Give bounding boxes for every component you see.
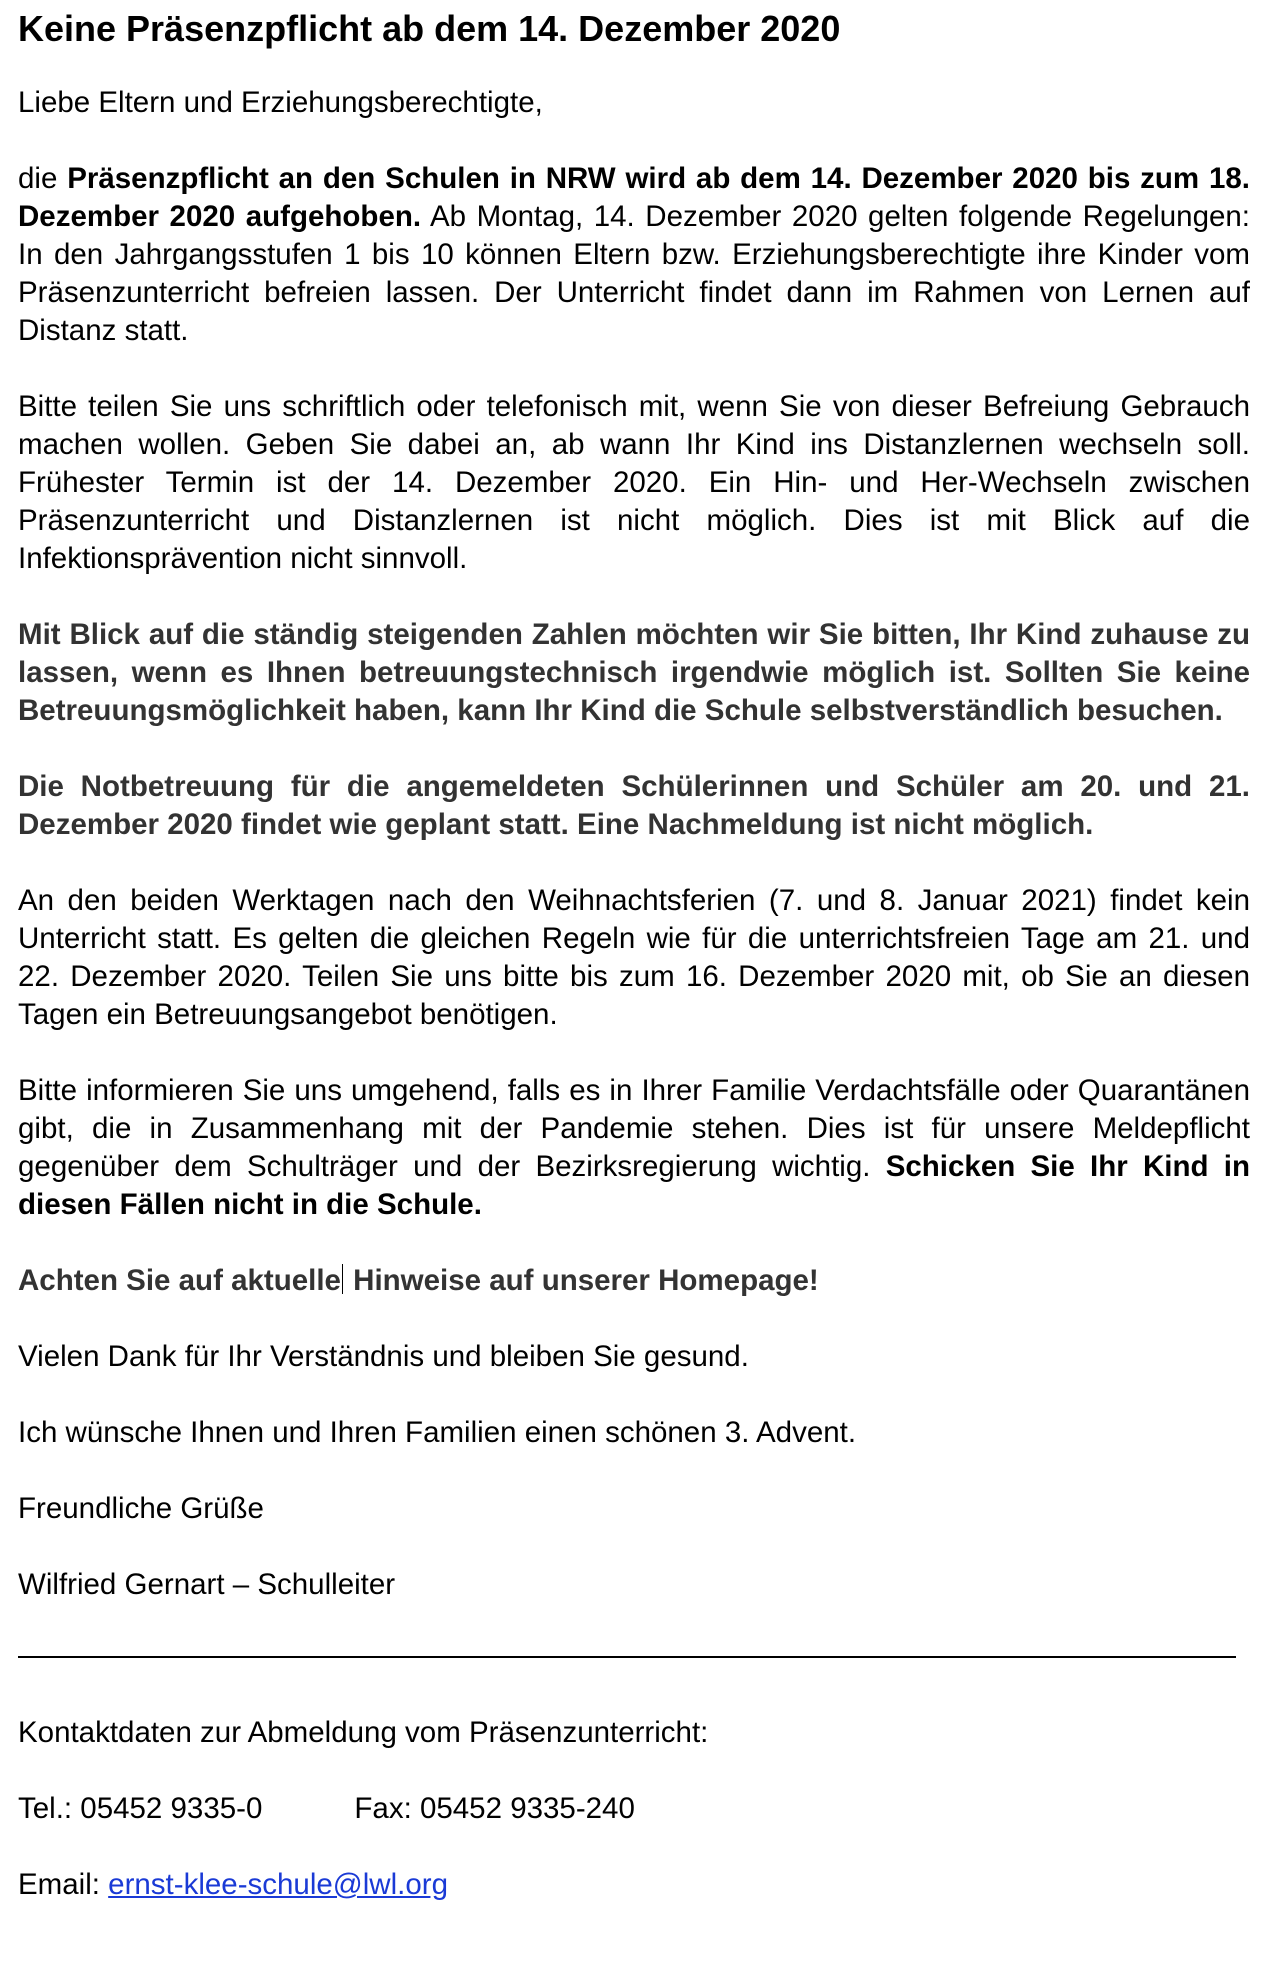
paragraph-january-days: An den beiden Werktagen nach den Weihnachtsferien (7. und 8. Januar 2021) findet kein Unterricht statt. Es gelten die gleichen Regeln wie für die unterrichtsfreien Tage am 21. und 22. Dezember 2020. Teilen Sie uns bitte bis zum 16. Dezember 2020 mit, ob Sie an diesen Tagen ein Betreuungsangebot benötigen. [18, 884, 1250, 1031]
contact-fax: Fax: 05452 9335-240 [354, 1792, 635, 1825]
page-title: Keine Präsenzpflicht ab dem 14. Dezember 2020 [18, 8, 841, 49]
paragraph-exemption-request: Bitte teilen Sie uns schriftlich oder telefonisch mit, wenn Sie von dieser Befreiung Gebrauch machen wollen. Geben Sie dabei an, ab wann Ihr Kind ins Distanzlernen wechseln soll. Frühester Termin ist der 14. Dezember 2020. Ein Hin- und Her-Wechseln zwischen Präsenzunterricht und Distanzlernen ist nicht möglich. Dies ist mit Blick auf die Infektionsprävention nicht sinnvoll. [18, 390, 1250, 575]
paragraph-emergency-care [18, 768, 1250, 844]
greeting: Liebe Eltern und Erziehungsberechtigte, [18, 86, 543, 119]
paragraph-homepage-notice [18, 1262, 1250, 1300]
separator-line [18, 1656, 1236, 1658]
p1-bold: Präsenzpflicht an den Schulen in NRW wird ab dem 14. Dezember 2020 bis zum 18. Dezember 2020 aufgehoben. [18, 162, 1250, 233]
text-cursor [342, 1264, 343, 1294]
p6-bold: Schicken Sie Ihr Kind in diesen Fällen nicht in die Schule. [18, 1150, 1250, 1221]
contact-phone-fax-row [18, 1790, 1250, 1828]
contact-email-label: Email: [18, 1868, 109, 1901]
contact-heading: Kontaktdaten zur Abmeldung vom Präsenzunterricht: [18, 1716, 709, 1749]
closing: Freundliche Grüße [18, 1492, 264, 1525]
paragraph-suspected-cases [18, 1072, 1250, 1224]
paragraph-stay-home-request [18, 616, 1250, 730]
paragraph-advent-wishes: Ich wünsche Ihnen und Ihren Familien einen schönen 3. Advent. [18, 1416, 857, 1449]
p6-text: Bitte informieren Sie uns umgehend, falls es in Ihrer Familie Verdachtsfälle oder Quarantänen gibt, die in Zusammenhang mit der Pandemie stehen. Dies ist für unsere Meldepflicht gegenüber dem Schulträger und der Bezirksregierung wichtig. [18, 1074, 1250, 1183]
p4-bold: Die Notbetreuung für die angemeldeten Schülerinnen und Schüler am 20. und 21. Dezember 2020 findet wie geplant statt. Eine Nachmeldung ist nicht möglich. [18, 770, 1250, 841]
p7-bold-a: Achten Sie auf aktuelle [18, 1264, 341, 1297]
email-link[interactable]: ernst-klee-schule@lwl.org [108, 1868, 448, 1901]
p7-bold-b: Hinweise auf unserer Homepage! [344, 1264, 819, 1297]
p1-text-start: die [18, 162, 68, 195]
signature: Wilfried Gernart – Schulleiter [18, 1568, 396, 1601]
contact-tel: Tel.: 05452 9335-0 [18, 1792, 263, 1825]
p1-text-end: Ab Montag, 14. Dezember 2020 gelten folgende Regelungen: In den Jahrgangsstufen 1 bis 10 können Eltern bzw. Erziehungsberechtigte ihre Kinder vom Präsenzunterricht befreien lassen. Der Unterricht findet dann im Rahmen von Lernen auf Distanz statt. [18, 200, 1250, 347]
letter-page [18, 0, 1250, 1904]
contact-email-row [18, 1866, 1250, 1904]
p3-bold: Mit Blick auf die ständig steigenden Zahlen möchten wir Sie bitten, Ihr Kind zuhause zu lassen, wenn es Ihnen betreuungstechnisch irgendwie möglich ist. Sollten Sie keine Betreuungsmöglichkeit haben, kann Ihr Kind die Schule selbstverständlich besuchen. [18, 618, 1250, 727]
paragraph-thanks: Vielen Dank für Ihr Verständnis und bleiben Sie gesund. [18, 1340, 749, 1373]
paragraph-presence-obligation [18, 160, 1250, 350]
